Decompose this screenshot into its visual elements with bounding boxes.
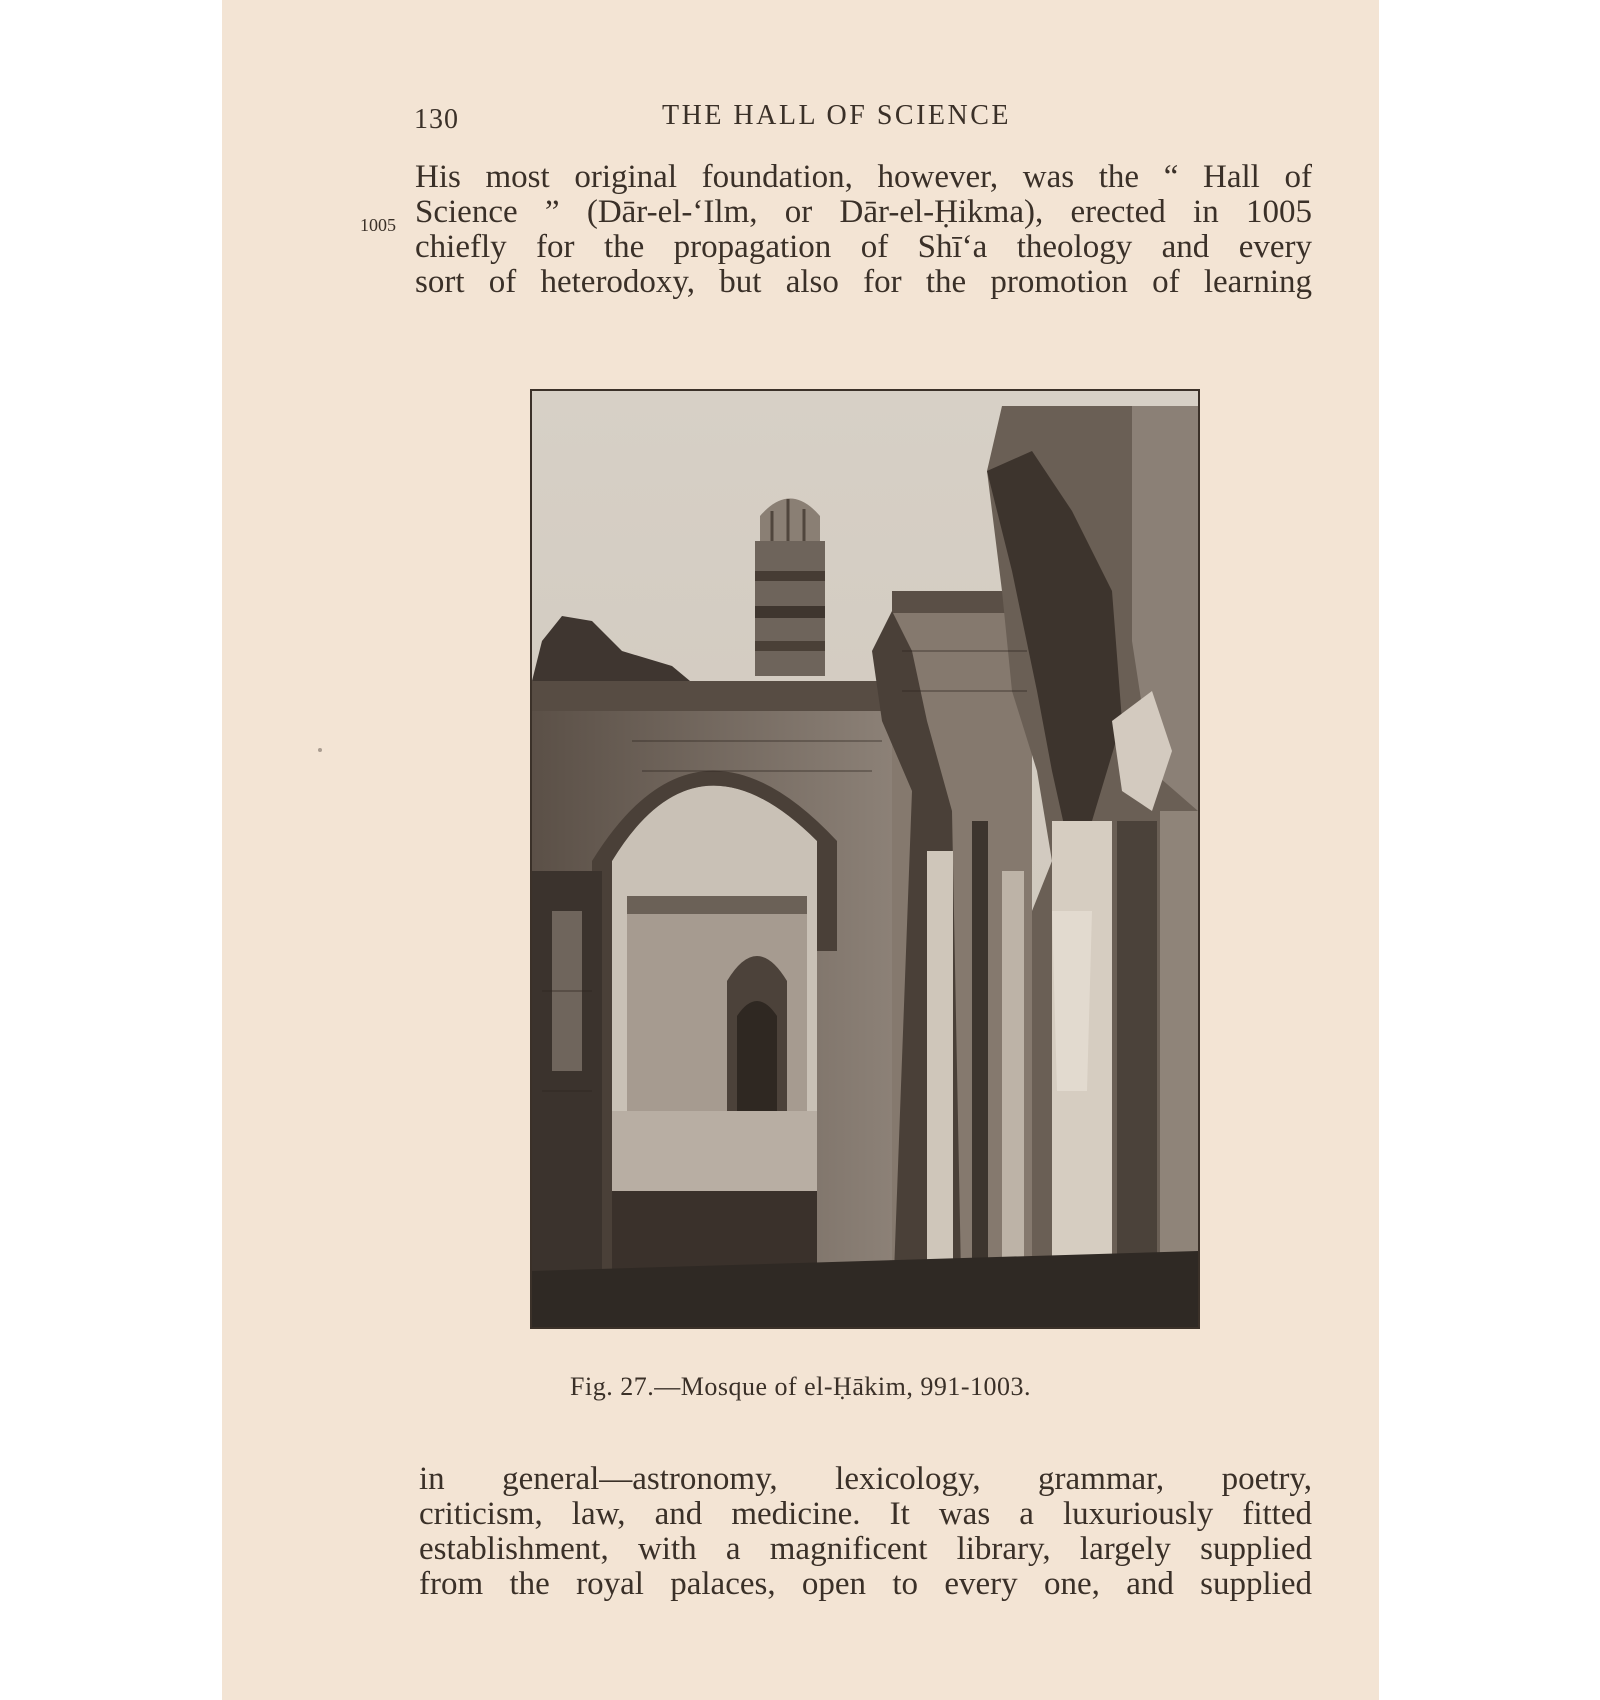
figure-caption-text: —Mosque of el-Ḥākim, 991-1003. (654, 1372, 1031, 1401)
text-line: chiefly for the propagation of Shī‘a theology and every (415, 229, 1312, 265)
running-title: THE HALL OF SCIENCE (662, 100, 1012, 131)
text-line: Science ” (Dār-el-‘Ilm, or Dār-el-Ḥikma), erected in 1005 (415, 194, 1312, 230)
minaret (755, 499, 825, 677)
margin-date-note: 1005 (360, 215, 396, 235)
text-line: in general—astronomy, lexicology, grammar, poetry, (419, 1461, 1312, 1497)
text-line: from the royal palaces, open to every one, and supplied (419, 1566, 1312, 1602)
figure-caption (222, 1372, 1379, 1402)
paragraph-bottom (419, 1462, 1312, 1602)
paper-speck (318, 748, 322, 752)
figure-label: Fig. 27. (570, 1372, 655, 1401)
book-page (222, 0, 1379, 1700)
text-line: His most original foundation, however, was the “ Hall of (415, 159, 1312, 195)
page-number: 130 (414, 104, 459, 135)
paragraph-top (415, 160, 1312, 300)
mosque-photograph (530, 389, 1200, 1329)
running-head (222, 92, 1379, 135)
text-line: criticism, law, and medicine. It was a luxuriously fitted (419, 1496, 1312, 1532)
text-line: establishment, with a magnificent library, largely supplied (419, 1531, 1312, 1567)
text-line: sort of heterodoxy, but also for the promotion of learning (415, 264, 1312, 300)
